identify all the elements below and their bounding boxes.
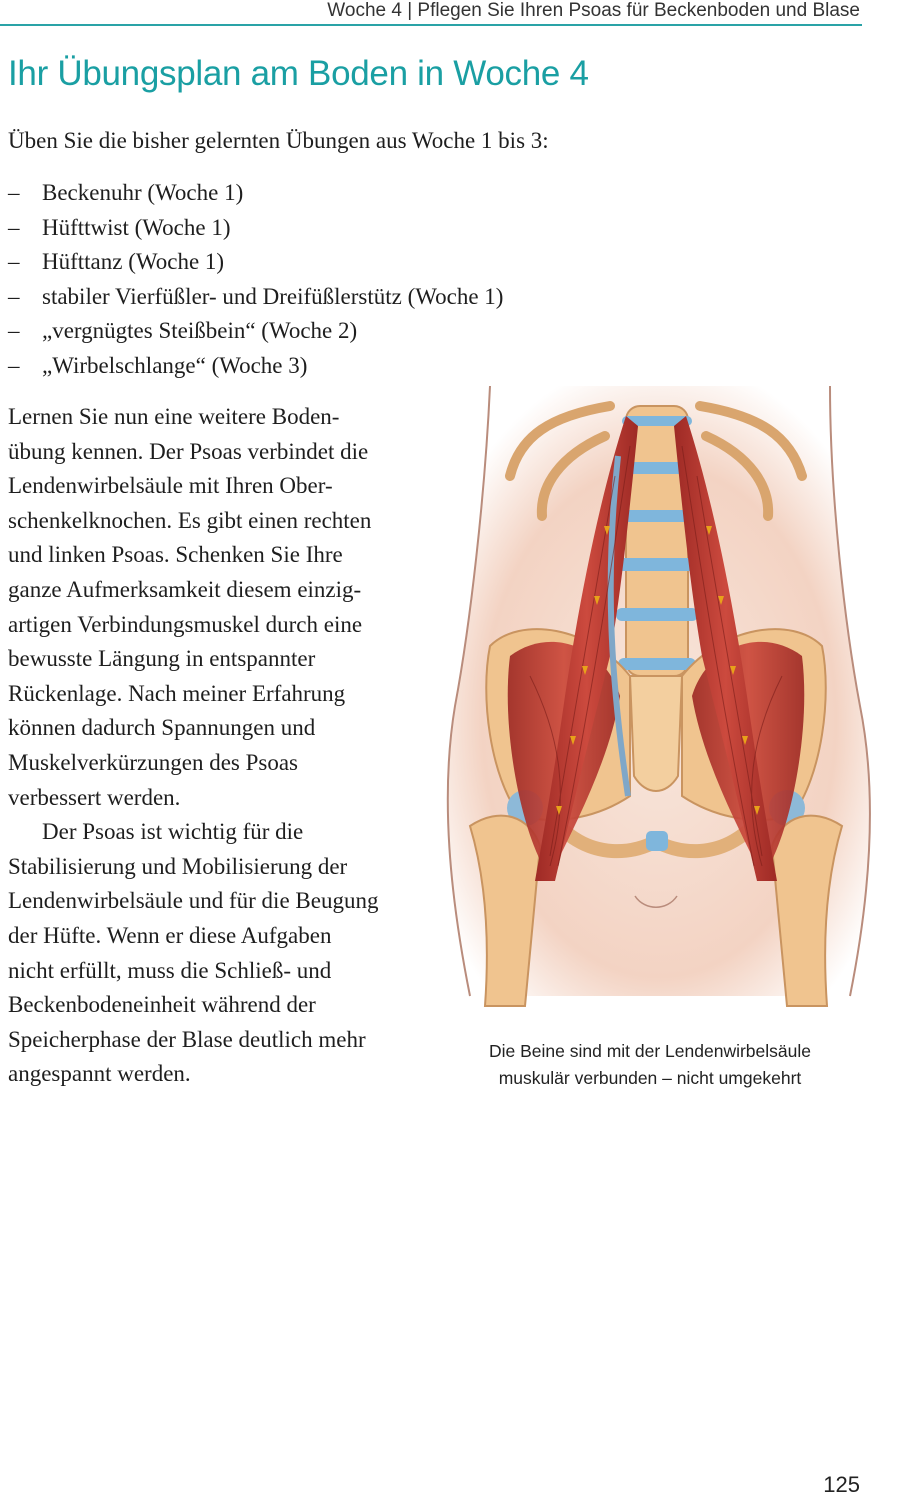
exercise-label: Hüfttwist (Woche 1) (42, 214, 231, 240)
running-head: Woche 4 | Pflegen Sie Ihren Psoas für Beckenboden und Blase (327, 0, 860, 21)
paragraph-1-line: bewusste Längung in entspannter (8, 646, 316, 672)
paragraph-1-line: können dadurch Spannungen und (8, 715, 316, 741)
paragraph-1-line: schenkelknochen. Es gibt einen rechten (8, 507, 372, 533)
psoas-anatomy-drawing (430, 376, 882, 1016)
list-dash: – (8, 249, 20, 275)
paragraph-1-line: Rückenlage. Nach meiner Erfahrung (8, 680, 346, 706)
anatomy-illustration (430, 376, 882, 1016)
paragraph-2-line: Speicherphase der Blase deutlich mehr (8, 1026, 366, 1052)
paragraph-1-line: Lendenwirbelsäule mit Ihren Ober- (8, 473, 333, 499)
exercise-list (8, 176, 503, 384)
list-dash: – (8, 283, 20, 309)
paragraph-2-line: Der Psoas ist wichtig für die (42, 819, 304, 845)
paragraph-2-line: der Hüfte. Wenn er diese Aufgaben (8, 922, 332, 948)
list-item (8, 211, 503, 246)
figure-caption (430, 1038, 870, 1092)
list-item (8, 280, 503, 315)
paragraph-2-line: angespannt werden. (8, 1061, 191, 1087)
exercise-label: Beckenuhr (Woche 1) (42, 180, 244, 205)
list-dash: – (8, 318, 20, 344)
paragraph-1-line: artigen Verbindungsmuskel durch eine (8, 611, 363, 637)
list-dash: – (8, 214, 20, 240)
paragraph-1-line: Muskelverkürzungen des Psoas (8, 749, 299, 775)
paragraph-2-line: nicht erfüllt, muss die Schließ- und (8, 957, 332, 983)
list-item (8, 314, 503, 349)
list-item (8, 176, 503, 211)
paragraph-2-line: Lendenwirbelsäule und für die Beugung (8, 888, 379, 914)
paragraph-1-line: ganze Aufmerksamkeit diesem einzig- (8, 576, 362, 602)
list-dash: – (8, 352, 20, 378)
exercise-label: „vergnügtes Steißbein“ (Woche 2) (42, 318, 358, 344)
exercise-label: Hüfttanz (Woche 1) (42, 249, 225, 275)
list-item (8, 245, 503, 280)
exercise-label: stabiler Vierfüßler- und Dreifüßlerstütz (Woche 1) (42, 283, 504, 309)
body-text (8, 400, 428, 1092)
paragraph-2-line: Stabilisierung und Mobilisierung der (8, 853, 348, 879)
paragraph-2-line: Beckenbodeneinheit während der (8, 992, 316, 1018)
header-rule (0, 24, 862, 26)
paragraph-1-line: verbessert werden. (8, 784, 181, 810)
paragraph-1-line: übung kennen. Der Psoas verbindet die (8, 438, 369, 464)
intro-text: Üben Sie die bisher gelernten Übungen aus Woche 1 bis 3: (8, 128, 549, 153)
list-dash: – (8, 180, 20, 205)
page-number: 125 (823, 1472, 860, 1497)
caption-line: Die Beine sind mit der Lendenwirbelsäule (489, 1041, 811, 1061)
paragraph-1-line: Lernen Sie nun eine weitere Boden- (8, 404, 340, 429)
caption-line: muskulär verbunden – nicht umgekehrt (498, 1068, 802, 1088)
exercise-label: „Wirbelschlange“ (Woche 3) (42, 352, 308, 378)
paragraph-1-line: und linken Psoas. Schenken Sie Ihre (8, 542, 343, 568)
page-title: Ihr Übungsplan am Boden in Woche 4 (8, 54, 589, 93)
